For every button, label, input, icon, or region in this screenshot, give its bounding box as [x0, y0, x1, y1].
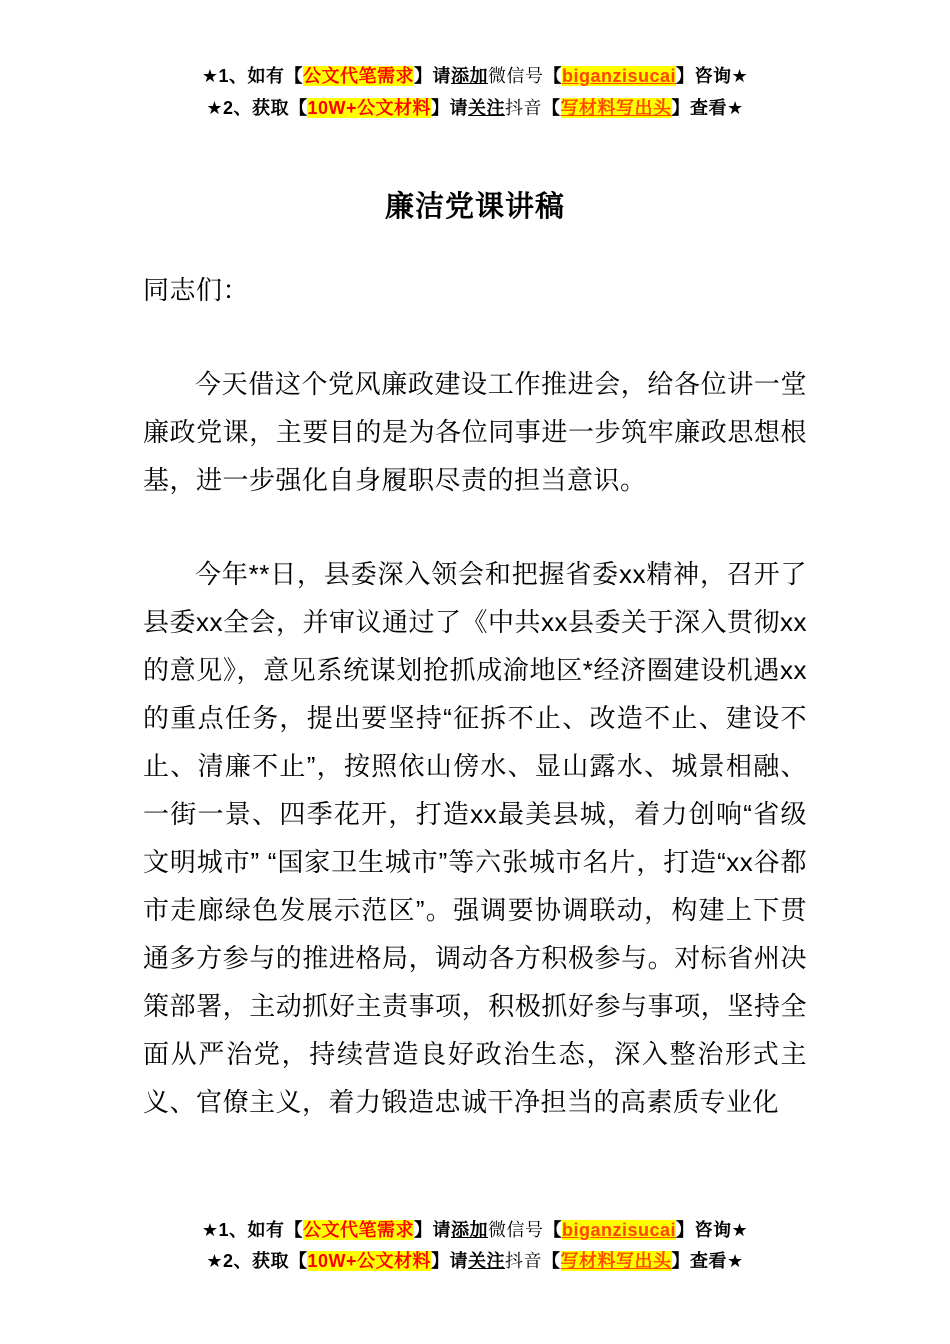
- paragraph: 今天借这个党风廉政建设工作推进会，给各位讲一堂廉政党课，主要目的是为各位同事进一步筑牢廉政思想根基，进一步强化自身履职尽责的担当意识。: [143, 369, 807, 495]
- banner-text: ★1、如有【: [201, 1220, 303, 1240]
- banner-text: 】请: [431, 98, 469, 118]
- banner-text: 抖音: [505, 98, 543, 118]
- banner-text: 】咨询★: [676, 1220, 749, 1240]
- banner-text: 】请: [413, 66, 451, 86]
- banner-text: 】查看★: [671, 98, 744, 118]
- highlighted-service-text: 公文代笔需求: [302, 66, 414, 86]
- footer-banner: [0, 1215, 950, 1277]
- underlined-action-text: 关注: [468, 1251, 506, 1271]
- banner-text: ★2、获取【: [206, 1251, 308, 1271]
- douyin-id-text: 写材料写出头: [560, 98, 672, 118]
- highlighted-service-text: 公文代笔需求: [302, 1220, 414, 1240]
- paragraph: 今年**日，县委深入领会和把握省委xx精神，召开了县委xx全会，并审议通过了《中共xx县委关于深入贯彻xx的意见》，意见系统谋划抢抓成渝地区*经济圈建设机遇xx的重点任务，提出要坚持“征拆不止、改造不止、建设不止、清廉不止”，按照依山傍水、显山露水、城景相融、一街一景、四季花开，打造xx最美县城，着力创响“省级文明城市” “国家卫生城市”等六张城市名片，打造“xx谷都市走廊绿色发展示范区”。强调要协调联动，构建上下贯通多方参与的推进格局，调动各方积极参与。对标省州决策部署，主动抓好主责事项，积极抓好参与事项，坚持全面从严治党，持续营造良好政治生态，深入整治形式主义、官僚主义，着力锻造忠诚干净担当的高素质专业化: [143, 559, 808, 1117]
- greeting-line: 同志们：: [143, 275, 250, 305]
- header-banner-line-2: [0, 92, 950, 124]
- banner-text: 【: [543, 1220, 562, 1240]
- banner-text: 】请: [431, 1251, 469, 1271]
- highlighted-service-text: 10W+公文材料: [307, 1251, 432, 1271]
- footer-banner-line-2: [0, 1246, 950, 1277]
- underlined-action-text: 添加: [450, 66, 488, 86]
- banner-text: 】咨询★: [676, 66, 749, 86]
- page-title: 廉洁党课讲稿: [384, 191, 565, 223]
- header-banner: [0, 60, 950, 124]
- banner-text: 微信号: [487, 1220, 544, 1240]
- banner-text: 】请: [413, 1220, 451, 1240]
- wechat-id-text: biganzisucai: [561, 1220, 677, 1240]
- wechat-id-text: biganzisucai: [561, 66, 677, 86]
- highlighted-service-text: 10W+公文材料: [307, 98, 432, 118]
- banner-text: 【: [542, 1251, 561, 1271]
- banner-text: ★1、如有【: [201, 66, 303, 86]
- underlined-action-text: 关注: [468, 98, 506, 118]
- header-banner-line-1: [0, 60, 950, 92]
- footer-banner-line-1: [0, 1215, 950, 1246]
- douyin-id-text: 写材料写出头: [560, 1251, 672, 1271]
- underlined-action-text: 添加: [450, 1220, 488, 1240]
- banner-text: 抖音: [505, 1251, 543, 1271]
- document-content: [143, 189, 807, 1126]
- banner-text: 】查看★: [671, 1251, 744, 1271]
- banner-text: 【: [543, 66, 562, 86]
- banner-text: 【: [542, 98, 561, 118]
- banner-text: 微信号: [487, 66, 544, 86]
- banner-text: ★2、获取【: [206, 98, 308, 118]
